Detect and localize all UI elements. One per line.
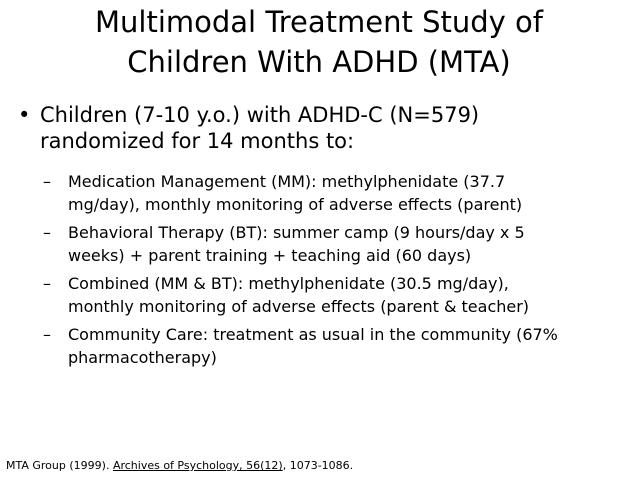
sub-bullet-line-1: Medication Management (MM): methylphenidate (37.7 — [68, 172, 506, 191]
citation-journal-link[interactable]: Archives of Psychology, 56(12) — [112, 459, 283, 472]
sub-bullet-line-2: monthly monitoring of adverse effects (parent & teacher) — [68, 297, 530, 316]
main-bullet-line-1: Children (7-10 y.o.) with ADHD-C (N=579) — [40, 103, 480, 127]
sub-bullet-community-care — [43, 323, 623, 369]
citation-authors: MTA Group (1999). — [6, 459, 113, 472]
dash-marker: – — [43, 172, 51, 191]
dash-marker: – — [43, 274, 51, 293]
dash-marker: – — [43, 223, 51, 242]
sub-bullet-line-2: pharmacotherapy) — [68, 348, 217, 367]
sub-bullet-combined — [43, 272, 623, 318]
sub-bullet-line-1: Community Care: treatment as usual in the community (67% — [68, 325, 558, 344]
sub-bullet-line-1: Combined (MM & BT): methylphenidate (30.5 mg/day), — [68, 274, 509, 293]
slide-title — [20, 2, 618, 82]
sub-bullet-behavioral-therapy — [43, 221, 623, 267]
sub-bullet-line-2: mg/day), monthly monitoring of adverse effects (parent) — [68, 195, 523, 214]
citation-pages: , 1073-1086. — [282, 459, 354, 472]
title-line-2: Children With ADHD (MTA) — [127, 45, 511, 79]
dash-marker: – — [43, 325, 51, 344]
main-bullet-text — [40, 102, 600, 154]
main-bullet-line-2: randomized for 14 months to: — [40, 129, 355, 153]
sub-bullet-list — [43, 170, 623, 374]
citation-footer — [6, 459, 353, 473]
title-line-1: Multimodal Treatment Study of — [94, 5, 543, 39]
sub-bullet-medication-management — [43, 170, 623, 216]
sub-bullet-line-1: Behavioral Therapy (BT): summer camp (9 hours/day x 5 — [68, 223, 525, 242]
bullet-marker: • — [18, 103, 31, 127]
sub-bullet-line-2: weeks) + parent training + teaching aid (60 days) — [68, 246, 472, 265]
